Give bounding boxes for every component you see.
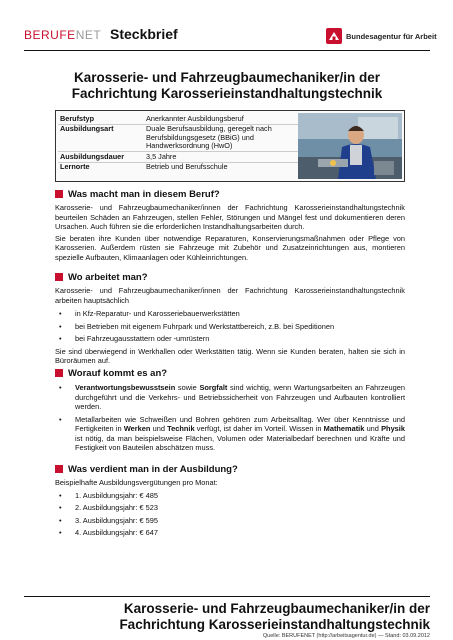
paragraph: Beispielhafte Ausbildungsvergütungen pro Monat:: [55, 478, 218, 487]
main-title: [24, 70, 430, 102]
bullet: •: [59, 383, 62, 392]
footer-title: [24, 601, 430, 633]
section-heading-text: Was macht man in diesem Beruf?: [68, 188, 220, 200]
text: sind wichtig, wenn Wartungsarbeiten an Fahrzeugen durchgeführt und die Verkehrs- und Betriebssicherheit von Fahrzeugen und Aufbauten kontrolliert werden.: [75, 383, 405, 411]
text: Metallarbeiten wie Schweißen und Bohren gehören zum Arbeitsalltag. Wer über Kenntnisse und Fertigkeiten in: [75, 414, 405, 433]
text: und: [364, 424, 382, 433]
section-heading-text: Was verdient man in der Ausbildung?: [68, 463, 238, 475]
source-note: Quelle: BERUFENET (http://arbeitsagentur.de) — Stand: 03.09.2012: [262, 633, 430, 639]
info-value: Anerkannter Ausbildungsberuf: [144, 114, 298, 124]
berufenet-logo: [24, 28, 101, 42]
text: ist nötig, da man beispielsweise Flächen, Volumen oder Materialbedarf berechnen und Kräfte und Festigkeit von Bauteilen abschätzen muss.: [75, 433, 405, 452]
strong-text: Physik: [381, 424, 405, 433]
paragraph: Sie sind überwiegend in Werkhallen oder Werkstätten tätig. Wenn sie Kunden beraten, halten sie sich in Büroräumen auf.: [55, 346, 405, 365]
list-item: [55, 528, 405, 538]
info-box: [55, 110, 405, 182]
info-row: [58, 152, 298, 163]
red-square-icon: [55, 190, 63, 198]
list-item: [55, 309, 405, 319]
red-square-icon: [55, 465, 63, 473]
bullet: •: [59, 309, 62, 318]
page-title: Steckbrief: [110, 26, 178, 42]
salary-list: [55, 491, 405, 538]
section-workplace: [55, 271, 405, 366]
bullet: •: [59, 334, 62, 343]
info-table: [58, 114, 298, 173]
strong-text: Verantwortungsbewusstsein: [75, 383, 176, 392]
bullet: •: [59, 515, 62, 525]
section-heading-text: Worauf kommt es an?: [68, 367, 168, 379]
list-item-text: 1. Ausbildungsjahr: € 485: [75, 490, 158, 500]
strong-text: Werken: [123, 424, 151, 433]
brand-part2: NET: [75, 28, 102, 42]
list-item-text: bei Fahrzeugausstattern oder -umrüstern: [75, 334, 210, 343]
list-item-text: 4. Ausbildungsjahr: € 647: [75, 528, 158, 537]
brand-part1: BERUFE: [24, 28, 76, 42]
strong-text: Sorgfalt: [199, 383, 228, 392]
requirements-list: [55, 383, 405, 453]
list-item: [55, 503, 405, 513]
info-value: Betrieb und Berufsschule: [146, 162, 228, 172]
header: [24, 26, 437, 48]
info-row: [58, 124, 298, 152]
bullet: •: [59, 503, 62, 512]
section-requirements: [55, 367, 405, 456]
info-row: [58, 114, 298, 124]
text: sowie: [175, 383, 200, 392]
info-row: [58, 162, 298, 172]
strong-text: Mathematik: [323, 424, 365, 433]
main-title-line2: Fachrichtung Karosserieinstandhaltungstechnik: [71, 86, 383, 101]
list-item: [55, 491, 405, 501]
agency-logo: [326, 28, 437, 46]
section-heading: [55, 463, 405, 475]
main-title-line1: Karosserie- und Fahrzeugbaumechaniker/in der: [73, 70, 381, 85]
text: und: [150, 424, 168, 433]
header-divider: [24, 50, 430, 51]
text: verfügt, ist daher im Vorteil. Wissen in: [194, 424, 324, 433]
agency-icon: [326, 28, 342, 44]
bullet: •: [59, 490, 62, 500]
section-heading-text: Wo arbeitet man?: [68, 271, 148, 283]
list-item: [55, 334, 405, 344]
footer-title-line2: Fachrichtung Karosserieinstandhaltungstechnik: [119, 617, 430, 632]
footer-divider: [24, 596, 430, 597]
paragraph: Karosserie- und Fahrzeugbaumechaniker/innen der Fachrichtung Karosserieinstandhaltungstechnik arbeiten hauptsächlich: [55, 286, 405, 305]
info-value: 3,5 Jahre: [144, 152, 298, 163]
list-item-text: 2. Ausbildungsjahr: € 523: [75, 503, 158, 512]
bullet: •: [59, 528, 62, 537]
paragraph: Karosserie- und Fahrzeugbaumechaniker/innen der Fachrichtung Karosserieinstandhaltungstechnik beurteilen Schäden an Fahrzeugen, stellen Fehler, Störungen und Mängel fest und dokumentieren deren Ursachen. Auch führen sie die erforderlichen Instandhaltungsarbeiten durch.: [55, 203, 405, 231]
info-key: Ausbildungsart: [58, 124, 144, 152]
info-key: Lernorte: [60, 162, 90, 172]
list-item-text: bei Betrieben mit eigenem Fuhrpark und Werkstattbereich, z.B. bei Speditionen: [75, 321, 335, 331]
info-value: Duale Berufsausbildung, geregelt nach Berufsbildungsgesetz (BBiG) und Handwerksordnung (HwO): [144, 124, 298, 152]
red-square-icon: [55, 369, 63, 377]
list-item-text: 3. Ausbildungsjahr: € 595: [75, 515, 158, 525]
bullet: •: [59, 321, 62, 331]
list-item: [55, 415, 405, 453]
bullet: •: [59, 414, 62, 424]
strong-text: Technik: [167, 424, 195, 433]
paragraph: Sie beraten ihre Kunden über notwendige Reparaturen, Konservierungsmaßnahmen oder Pflege von Karosserien. Außerdem rüsten sie Fahrzeuge mit Zubehör und Zusatzeinrichtungen aus, montieren spezielle Aufbauten, Klimaanlagen oder Kühleinrichtungen.: [55, 233, 405, 262]
workplace-list: [55, 309, 405, 344]
list-item-text: in Kfz-Reparatur- und Karosseriebauerwerkstätten: [75, 309, 240, 318]
section-salary: [55, 463, 405, 541]
mechanic-photo: [298, 113, 402, 179]
red-square-icon: [55, 273, 63, 281]
info-key: Ausbildungsdauer: [58, 152, 144, 163]
section-heading: [55, 271, 405, 283]
info-key: Berufstyp: [58, 114, 144, 124]
section-job-description: [55, 188, 405, 262]
agency-name: Bundesagentur für Arbeit: [346, 32, 437, 41]
section-heading: [55, 188, 405, 200]
section-heading: [55, 367, 405, 379]
list-item: [55, 383, 405, 412]
list-item: [55, 516, 405, 526]
footer-title-line1: Karosserie- und Fahrzeugbaumechaniker/in der: [123, 601, 430, 616]
list-item: [55, 322, 405, 332]
